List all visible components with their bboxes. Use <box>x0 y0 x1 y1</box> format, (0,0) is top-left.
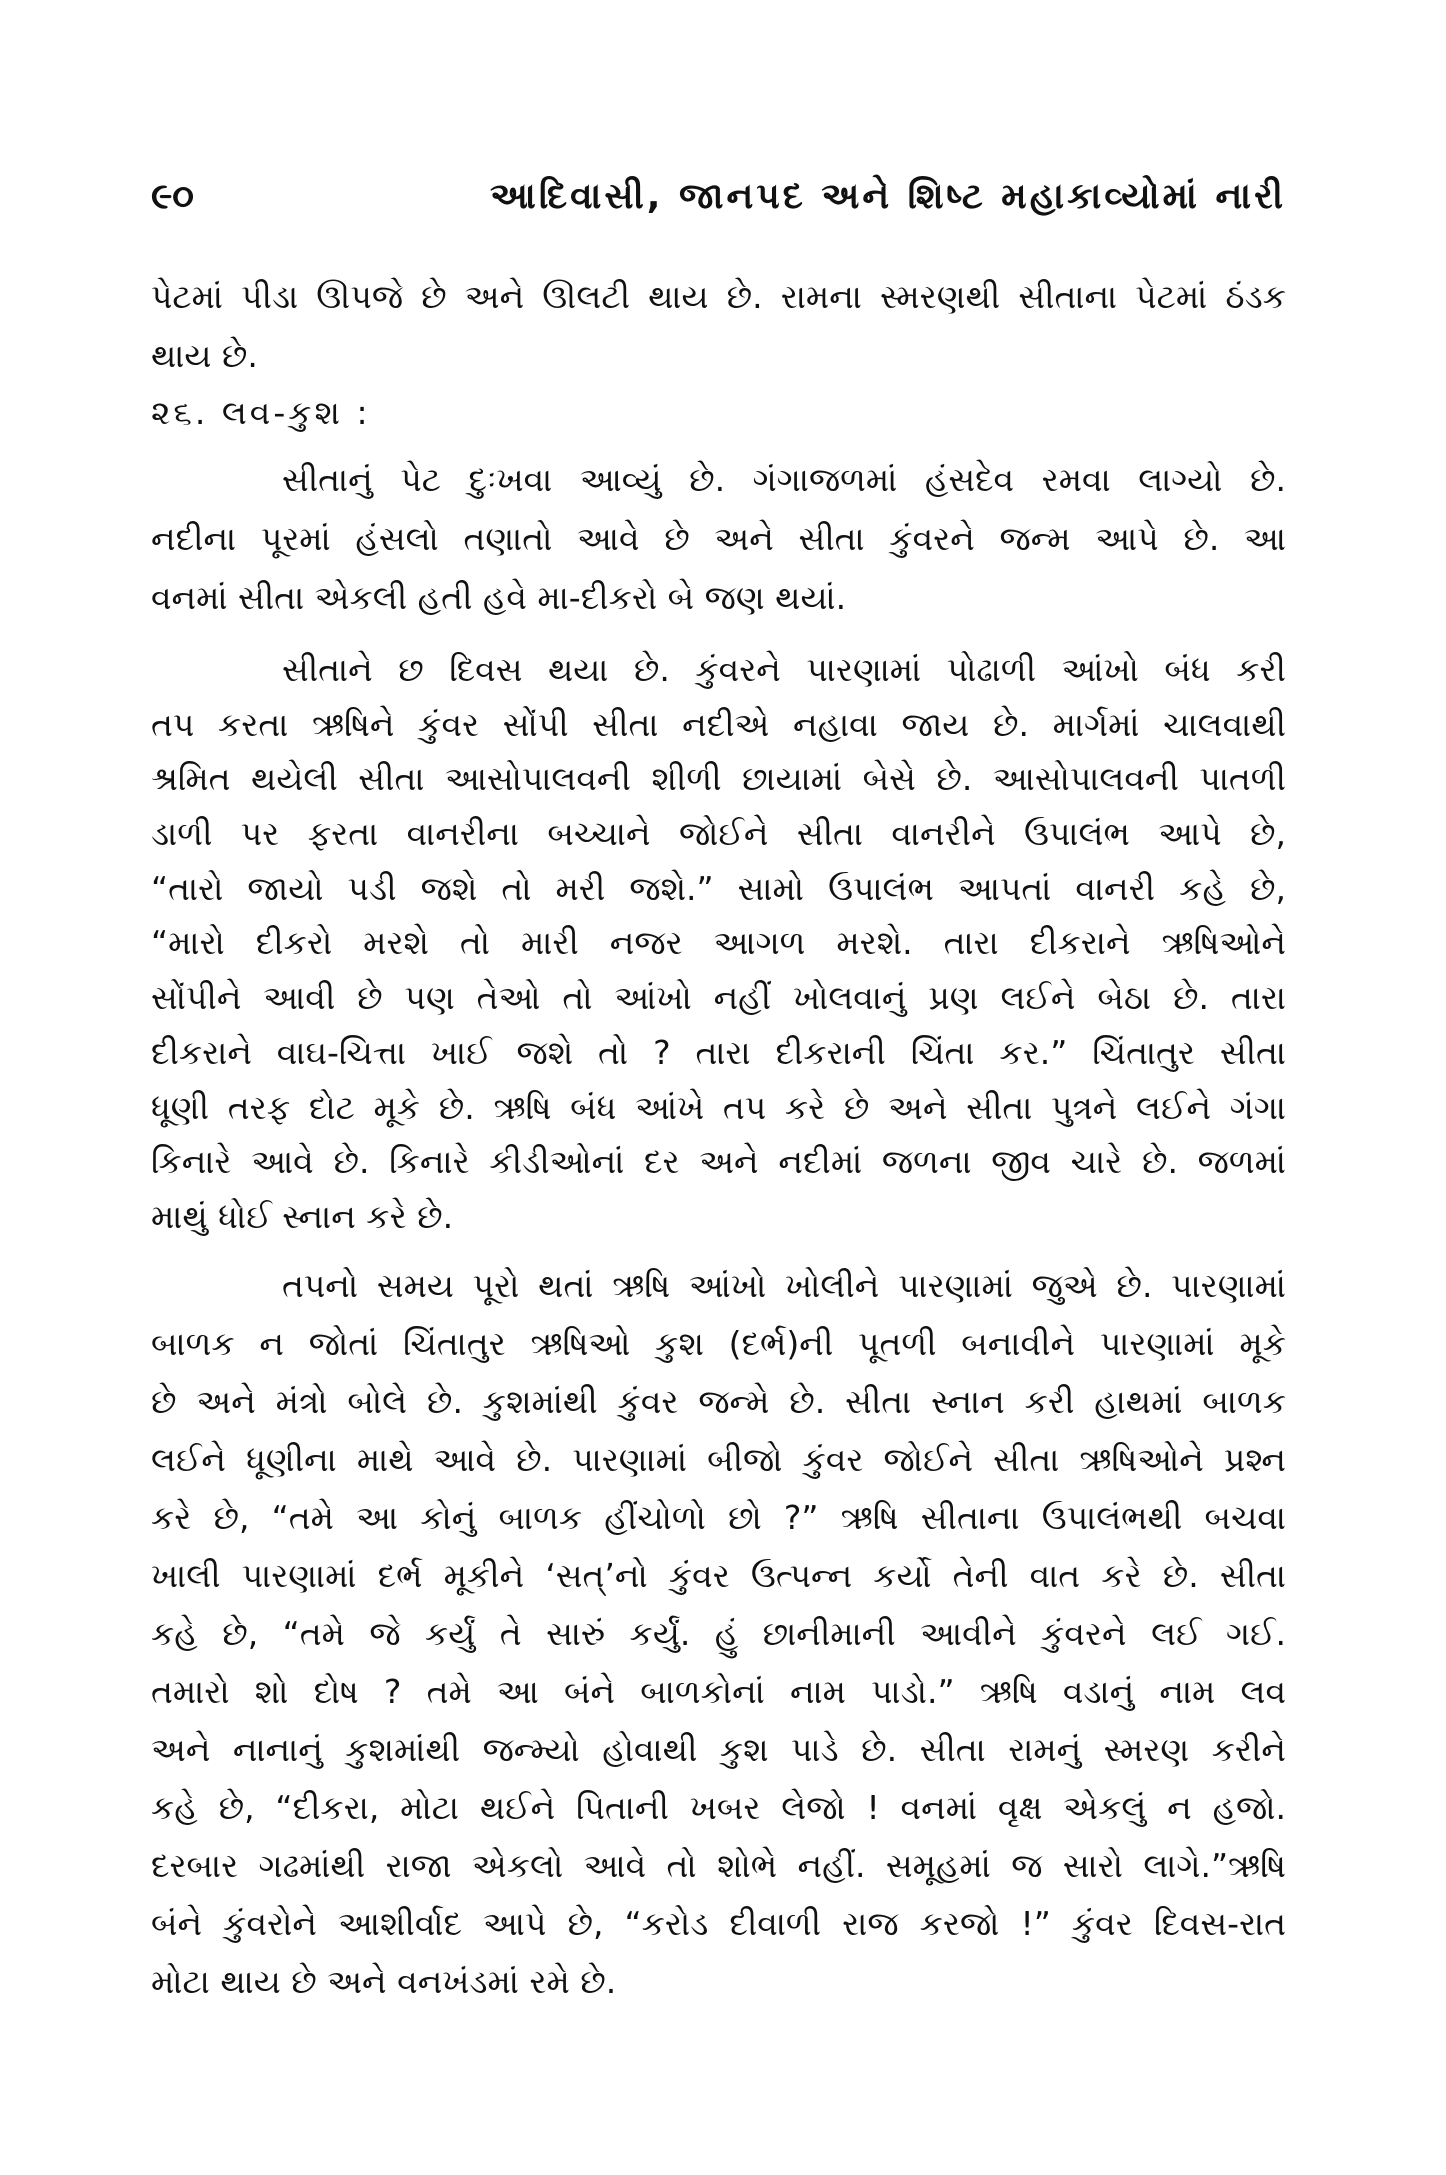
page-number: ૯૦ <box>151 176 194 217</box>
section-heading: ૨૬. લવ-કુશ : <box>151 393 371 432</box>
text-line: સોંપીને આવી છે પણ તેઓ તો આંખો નહીં ખોલવાનું પ્રણ લઈને બેઠા છે. તારા <box>151 978 1286 1018</box>
continued-paragraph <box>151 267 1286 385</box>
text-line: લઈને ધૂણીના માથે આવે છે. પારણામાં બીજો કુંવર જોઈને સીતા ઋષિઓને પ્રશ્ન <box>151 1440 1286 1479</box>
running-header <box>151 169 1286 225</box>
text-line: ધૂણી તરફ દોટ મૂકે છે. ઋષિ બંધ આંખે તપ કરે છે અને સીતા પુત્રને લઈને ગંગા <box>151 1087 1286 1127</box>
text-line: વનમાં સીતા એકલી હતી હવે મા-દીકરો બે જણ થયાં. <box>151 578 847 617</box>
text-line: શ્રમિત થયેલી સીતા આસોપાલવની શીળી છાયામાં બેસે છે. આસોપાલવની પાતળી <box>151 759 1286 799</box>
text-line: નદીના પૂરમાં હંસલો તણાતો આવે છે અને સીતા કુંવરને જન્મ આપે છે. આ <box>151 519 1286 558</box>
paragraph <box>151 643 1286 1245</box>
text-line: બંને કુંવરોને આશીર્વાદ આપે છે, “કરોડ દીવાળી રાજ કરજો !” કુંવર દિવસ-રાત <box>151 1904 1286 1943</box>
section-heading-block <box>151 384 1286 442</box>
text-line: માથું ધોઈ સ્નાન કરે છે. <box>151 1196 454 1236</box>
text-line: “તારો જાયો પડી જશે તો મરી જશે.” સામો ઉપાલંભ આપતાં વાનરી કહે છે, <box>151 868 1286 908</box>
text-line: તપ કરતા ઋષિને કુંવર સોંપી સીતા નદીએ નહાવા જાય છે. માર્ગમાં ચાલવાથી <box>151 704 1286 744</box>
text-line: મોટા થાય છે અને વનખંડમાં રમે છે. <box>151 1962 617 2001</box>
text-line: તપનો સમય પૂરો થતાં ઋષિ આંખો ખોલીને પારણામાં જુએ છે. પારણામાં <box>282 1266 1286 1305</box>
text-line: દરબાર ગઢમાંથી રાજા એકલો આવે તો શોભે નહીં. સમૂહમાં જ સારો લાગે.”ઋષિ <box>151 1846 1286 1885</box>
text-line: થાય છે. <box>151 336 258 375</box>
text-line: તમારો શો દોષ ? તમે આ બંને બાળકોનાં નામ પાડો.” ઋષિ વડાનું નામ લવ <box>151 1672 1286 1711</box>
text-line: બાળક ન જોતાં ચિંતાતુર ઋષિઓ કુશ (દર્ભ)ની પૂતળી બનાવીને પારણામાં મૂકે <box>151 1324 1286 1363</box>
running-title: આદિવાસી, જાનપદ અને શિષ્ટ મહાકાવ્યોમાં નારી <box>490 176 1286 217</box>
text-line: સીતાને છ દિવસ થયા છે. કુંવરને પારણામાં પોઢાળી આંખો બંધ કરી <box>282 650 1286 689</box>
paragraph <box>151 1257 1286 2011</box>
text-line: કિનારે આવે છે. કિનારે કીડીઓનાં દર અને નદીમાં જળના જીવ ચારે છે. જળમાં <box>151 1142 1286 1182</box>
text-line: અને નાનાનું કુશમાંથી જન્મ્યો હોવાથી કુશ પાડે છે. સીતા રામનું સ્મરણ કરીને <box>151 1730 1286 1769</box>
text-line: દીકરાને વાઘ-ચિત્તા ખાઈ જશે તો ? તારા દીકરાની ચિંતા કર.” ચિંતાતુર સીતા <box>151 1032 1286 1072</box>
text-line: સીતાનું પેટ દુઃખવા આવ્યું છે. ગંગાજળમાં હંસદેવ રમવા લાગ્યો છે. <box>282 460 1286 499</box>
text-line: કહે છે, “દીકરા, મોટા થઈને પિતાની ખબર લેજો ! વનમાં વૃક્ષ એકલું ન હજો. <box>151 1788 1286 1827</box>
text-line: ડાળી પર ફરતા વાનરીના બચ્ચાને જોઈને સીતા વાનરીને ઉપાલંભ આપે છે, <box>151 814 1286 854</box>
text-line: છે અને મંત્રો બોલે છે. કુશમાંથી કુંવર જન્મે છે. સીતા સ્નાન કરી હાથમાં બાળક <box>151 1382 1286 1421</box>
text-line: ખાલી પારણામાં દર્ભ મૂકીને ‘સત્’નો કુંવર ઉત્પન્ન કર્યો તેની વાત કરે છે. સીતા <box>151 1556 1286 1595</box>
text-line: “મારો દીકરો મરશે તો મારી નજર આગળ મરશે. તારા દીકરાને ઋષિઓને <box>151 923 1286 963</box>
text-line: કહે છે, “તમે જે કર્યું તે સારું કર્યું. હું છાનીમાની આવીને કુંવરને લઈ ગઈ. <box>151 1614 1286 1653</box>
text-line: પેટમાં પીડા ઊપજે છે અને ઊલટી થાય છે. રામના સ્મરણથી સીતાના પેટમાં ઠંડક <box>151 277 1286 316</box>
text-line: કરે છે, “તમે આ કોનું બાળક હીંચોળો છો ?” ઋષિ સીતાના ઉપાલંભથી બચવા <box>151 1498 1286 1537</box>
paragraph <box>151 450 1286 627</box>
